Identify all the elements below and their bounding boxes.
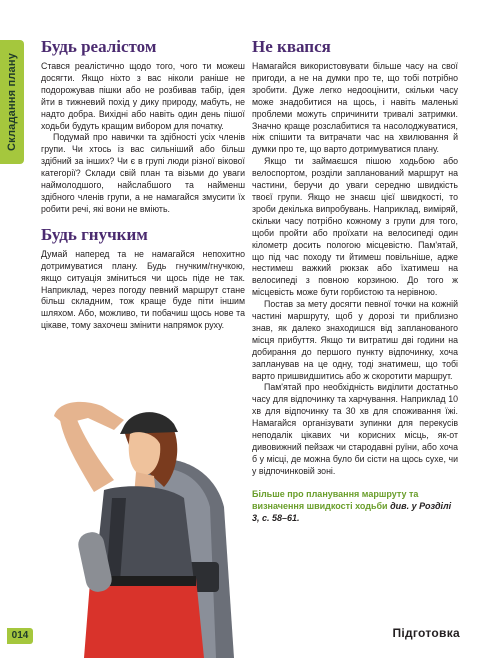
hiker-photo	[24, 372, 254, 658]
paragraph: Постав за мету досягти певної точки на кожній частині маршруту, щоб у дорозі ти приблизно знав, як далеко знаходишся від запланованого місця прибуття. Якщо ти витратиш дві години на добирання до першого пункту відпочинку, хоча запланував на це одну, тоді знатимеш, що тобі варто пришвидшитись або ж скоротити маршрут.	[252, 299, 458, 381]
page-number: 014	[7, 628, 33, 644]
right-column	[252, 38, 458, 524]
paragraph: Пам'ятай про необхідність виділити достатньо часу для відпочинку та харчування. Наприклад 10 хв для відпочинку та 30 хв для споживання їжі. Намагайся організувати зупинки для перекусів неподалік цікавих чи корисних місць, як-от дивовижний пейзаж чи стародавні руїни, або хоча б у місці, де можна було би сісти на щось сухе, чи у відпочинковій зоні.	[252, 382, 458, 476]
heading-be-realistic: Будь реалістом	[41, 37, 157, 56]
note-reference: див. у Розділі 3, с. 58–61.	[252, 500, 452, 523]
paragraph: Думай наперед та не намагайся непохитно дотримуватися плану. Будь гнучким/гнучкою, якщо ситуація зміниться чи щось піде не так. Наприклад, через погоду певний маршрут стане більш складним, тож краще буде піти іншим шляхом. Або, можливо, ти побачиш щось нове та цікаве, тому захочеш змінити напрямок руху.	[41, 248, 245, 331]
section-tab	[0, 40, 24, 164]
cross-reference-note	[252, 488, 458, 524]
left-column	[41, 38, 245, 332]
paragraph: Намагайся використовувати більше часу на свої пригоди, а не на думки про те, що тобі потрібно зробити. Дуже легко недооцінити, скільки часу може знадобитися на щось, і навіть маленькі проблеми можуть спричинити тривалі затримки. Значно краще розслабитися та насолоджуватися, ніж спішити та витрачати час на хвилювання й думки про те, що варто дотримуватися плану.	[252, 61, 458, 155]
heading-dont-rush: Не квапся	[252, 37, 331, 56]
paragraph: Подумай про навички та здібності усіх членів групи. Чи хтось із вас сильніший або більш здібний за інших? Чи є в групі люди різної вікової категорії? Склади свій план та візьми до уваги наймолодшого, найслабшого та найменш здібного членів групи, а не намагайся змусити їх робити речі, які вони не вміють.	[41, 132, 245, 214]
note-text: Більше про планування маршруту та визначення швидкості ходьби	[252, 488, 419, 511]
paragraph: Стався реалістично щодо того, чого ти можеш досягти. Якщо ніхто з вас ніколи раніше не подорожував пішки або не розбивав табір, ідея йти в тижневий похід у дику природу, мабуть, не надто добра. Вихідні або навіть один день пішої ходьби будуть кращим вибором для початку.	[41, 61, 245, 131]
section-tab-label: Складання плану	[6, 52, 18, 152]
chapter-footer: Підготовка	[392, 626, 460, 640]
paragraph: Якщо ти займаєшся пішою ходьбою або велоспортом, розділи запланований маршрут на частини, беручи до уваги середню швидкість твоєї групи. Якщо не знаєш цієї швидкості, то зроби декілька випробувань. Наприклад, виміряй, скільки часу потрібно кожному з групи для того, щоби пройти або проїхати на велосипеді один кілометр досить пологою місцевістю. Пам'ятай, що під час походу ти йтимеш повільніше, адже нестимеш важкий рюкзак або їхатимеш на велосипеді з повною корзиною. До того ж місцевість може бути горбистою та нерівною.	[252, 156, 458, 298]
heading-be-flexible: Будь гнучким	[41, 224, 148, 244]
